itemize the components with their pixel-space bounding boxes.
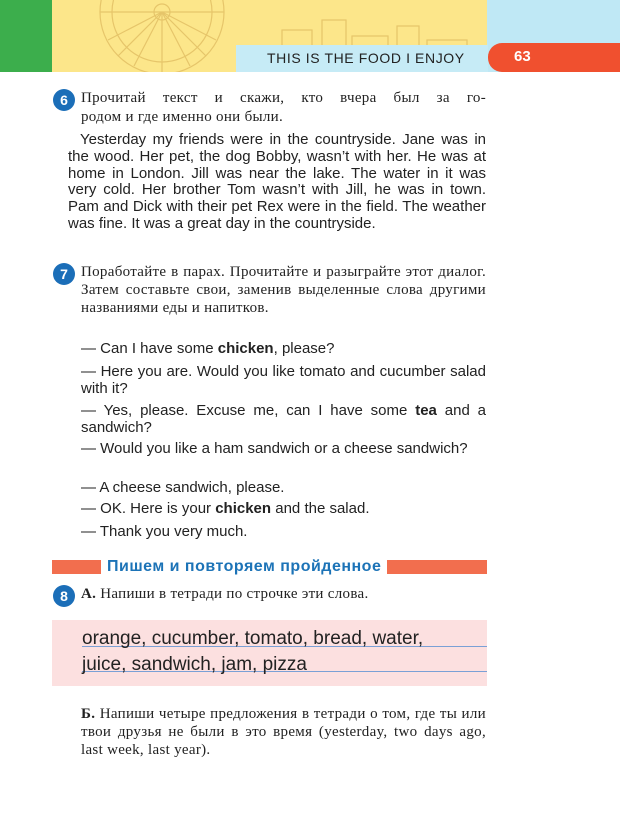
- exercise-6-text: Yesterday my friends were in the countryside. Jane was in the wood. Her pet, the dog Bobby, wasn’t with her. He was at home in London. Jill was near the lake. The water in it was very cold. Her brother Tom wasn’t with Jill, he was in town. Pam and Dick with their pet Rex were in the field. The weather was fine. It was a great day in the countryside.: [68, 131, 486, 232]
- exercise-7-number: 7: [53, 263, 75, 285]
- chapter-title: THIS IS THE FOOD I ENJOY: [267, 50, 465, 66]
- dialog-line-4: [81, 441, 486, 458]
- dialog-line-3: [81, 403, 486, 437]
- highlighted-word: chicken: [215, 500, 272, 517]
- exercise-6-instruction: [81, 89, 486, 127]
- exercise-6-instruction-line1: Прочитай текст и скажи, кто вчера был за го-: [81, 90, 486, 106]
- dialog-line-2: [81, 364, 486, 398]
- dialog-text: , please?: [273, 340, 335, 357]
- page-number: 63: [514, 48, 531, 65]
- exercise-7-instruction: Поработайте в парах. Прочитайте и разыграйте этот диалог. Затем составьте свои, заменив выделенные слова другими названиями еды и напитков.: [81, 264, 486, 316]
- dialog-text: — Thank you very much.: [81, 523, 248, 540]
- part-a-label: А.: [81, 586, 97, 602]
- highlighted-word: tea: [415, 402, 437, 419]
- dialog-text: and a sandwich?: [81, 402, 486, 436]
- exercise-8-number: 8: [53, 585, 75, 607]
- dialog-text: — Here you are. Would you like tomato and cucumber salad with it?: [81, 363, 486, 397]
- dialog-line-1: [81, 341, 486, 358]
- dialog-line-5: [81, 480, 486, 497]
- exercise-8-part-a: [81, 585, 486, 604]
- chapter-color-tab: [0, 0, 52, 72]
- dialog-line-7: [81, 524, 486, 541]
- section-title: Пишем и повторяем пройденное: [101, 555, 387, 579]
- dialog-text: — A cheese sandwich, please.: [81, 479, 285, 496]
- dialog-text: — OK. Here is your: [81, 500, 216, 517]
- part-b-text: Напиши четыре предложения в тетради о том, где ты или твои друзья не были в это время (yesterday, two days ago, last week, last year).: [81, 706, 487, 758]
- dialog-text: — Would you like a ham sandwich or a cheese sandwich?: [81, 440, 468, 457]
- part-a-text: Напиши в тетради по строчке эти слова.: [100, 586, 369, 602]
- copy-words-line-2: juice, sandwich, jam, pizza: [82, 654, 307, 675]
- part-b-label: Б.: [81, 706, 96, 722]
- page-number-tab: [488, 43, 620, 72]
- exercise-6-instruction-line2: родом и где именно они были.: [81, 109, 284, 125]
- copy-words-line-1: orange, cucumber, tomato, bread, water,: [82, 628, 424, 649]
- dialog-line-6: [81, 501, 486, 518]
- highlighted-word: chicken: [217, 340, 274, 357]
- dialog-text: — Yes, please. Excuse me, can I have some: [81, 402, 416, 419]
- dialog-text: — Can I have some: [81, 340, 218, 357]
- exercise-8-part-b: [81, 705, 486, 759]
- exercise-6-number: 6: [53, 89, 75, 111]
- dialog-text: and the salad.: [271, 500, 370, 517]
